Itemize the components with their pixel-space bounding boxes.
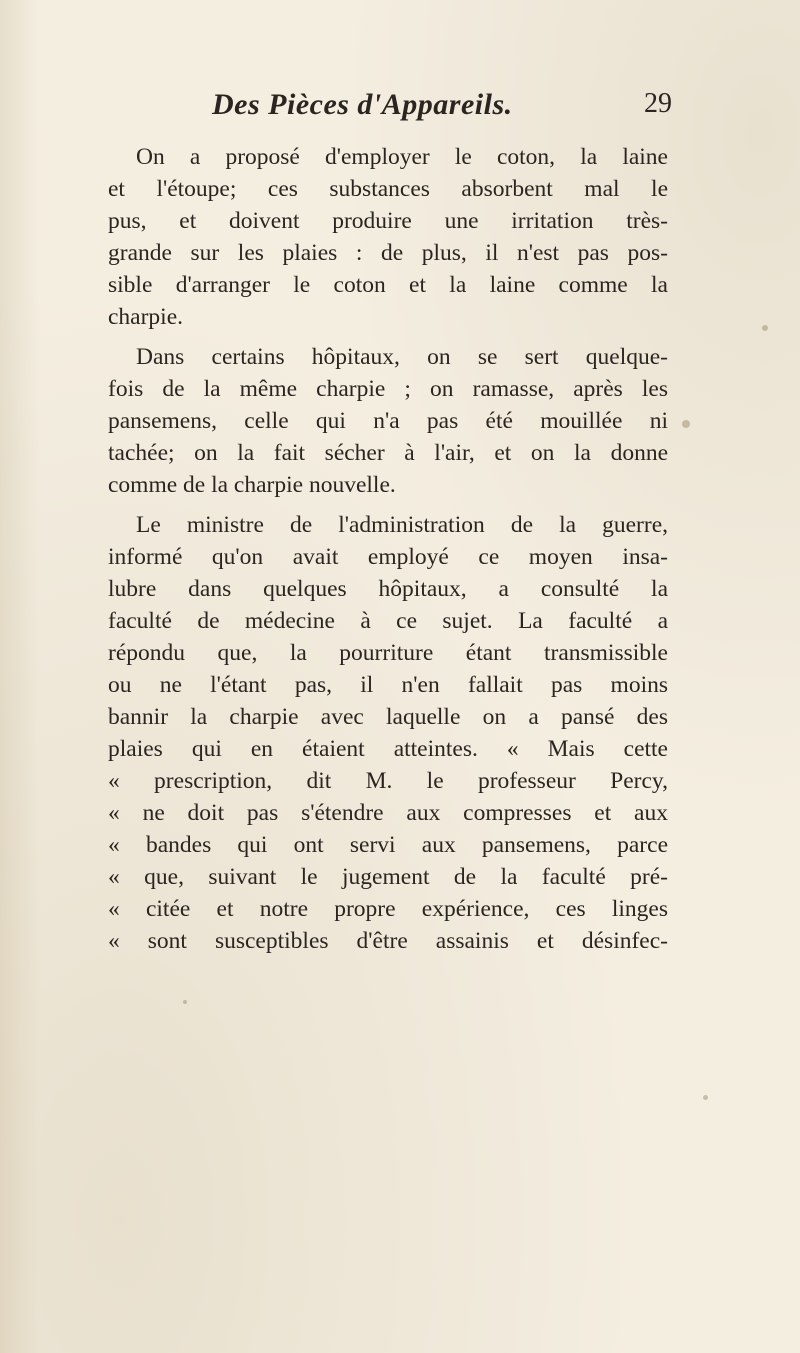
text-line: « prescription, dit M. le professeur Percy, [108, 768, 668, 794]
body-text [108, 141, 668, 965]
text-line: grande sur les plaies : de plus, il n'est pas pos- [108, 240, 668, 266]
text-line: et l'étoupe; ces substances absorbent mal le [108, 176, 668, 202]
paragraph-3 [108, 509, 668, 957]
paragraph-1 [108, 141, 668, 333]
text-line: répondu que, la pourriture étant transmissible [108, 640, 668, 666]
text-line: plaies qui en étaient atteintes. « Mais cette [108, 736, 668, 762]
text-line: fois de la même charpie ; on ramasse, après les [108, 376, 668, 402]
text-line: faculté de médecine à ce sujet. La faculté a [108, 608, 668, 634]
text-line: lubre dans quelques hôpitaux, a consulté la [108, 576, 668, 602]
text-line: sible d'arranger le coton et la laine comme la [108, 272, 668, 298]
text-line: On a proposé d'employer le coton, la laine [136, 144, 668, 170]
text-line: comme de la charpie nouvelle. [108, 472, 396, 498]
page-header [212, 88, 672, 128]
text-line: pansemens, celle qui n'a pas été mouillée ni [108, 408, 668, 434]
paper-speck [183, 1000, 187, 1004]
paragraph-2 [108, 341, 668, 501]
page-number: 29 [644, 88, 672, 119]
text-line: ou ne l'étant pas, il n'en fallait pas moins [108, 672, 668, 698]
text-line: « que, suivant le jugement de la faculté pré- [108, 864, 668, 890]
paper-speck [703, 1095, 708, 1100]
text-line: charpie. [108, 304, 184, 330]
text-line: informé qu'on avait employé ce moyen insa- [108, 544, 668, 570]
text-line: « sont susceptibles d'être assainis et désinfec- [108, 928, 668, 954]
running-title: Des Pièces d'Appareils. [212, 88, 513, 121]
paper-speck [762, 325, 768, 331]
text-line: Dans certains hôpitaux, on se sert quelque- [136, 344, 668, 370]
text-line: pus, et doivent produire une irritation très- [108, 208, 668, 234]
text-line: « citée et notre propre expérience, ces linges [108, 896, 668, 922]
text-line: « bandes qui ont servi aux pansemens, parce [108, 832, 668, 858]
paper-speck [682, 420, 690, 428]
text-line: Le ministre de l'administration de la guerre, [136, 512, 668, 538]
text-line: bannir la charpie avec laquelle on a pansé des [108, 704, 668, 730]
text-line: « ne doit pas s'étendre aux compresses et aux [108, 800, 668, 826]
text-line: tachée; on la fait sécher à l'air, et on la donne [108, 440, 668, 466]
